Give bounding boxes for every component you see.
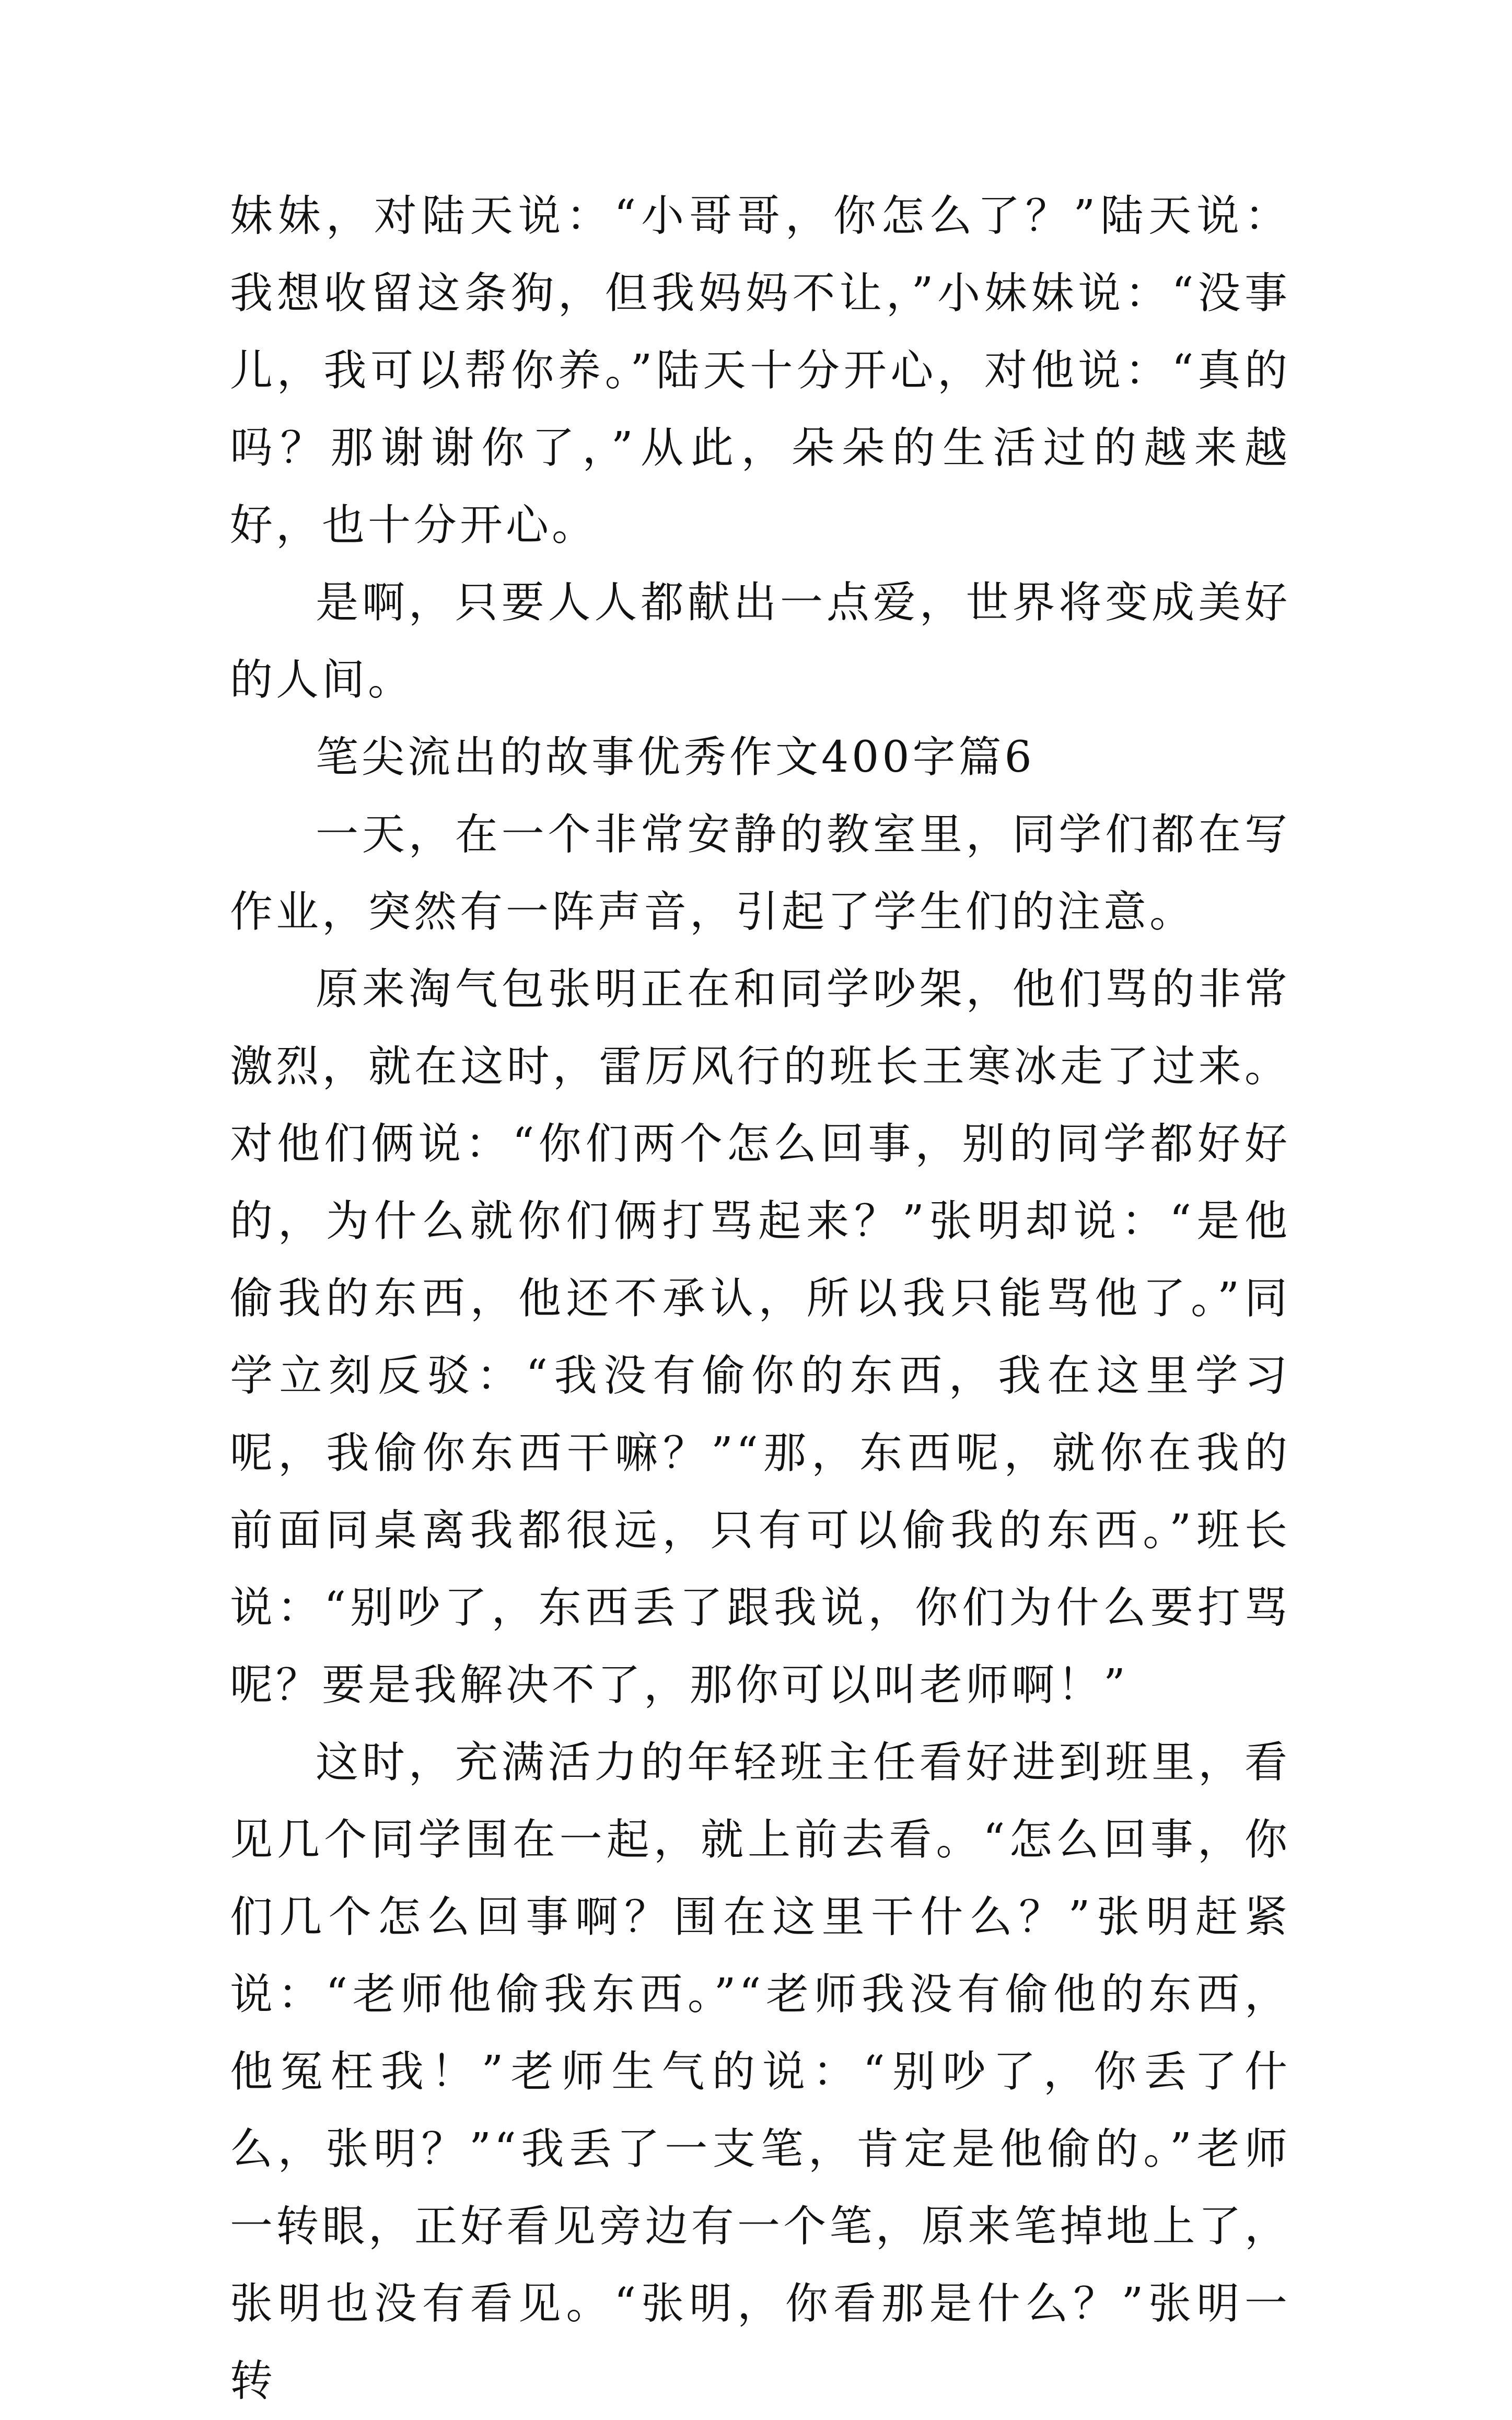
paragraph-quarrel: 原来淘气包张明正在和同学吵架，他们骂的非常激烈，就在这时，雷厉风行的班长王寒冰走了过来。对他们俩说：“你们两个怎么回事，别的同学都好好的，为什么就你们俩打骂起来？”张明却说：“是他偷我的东西，他还不承认，所以我只能骂他了。”同学立刻反驳：“我没有偷你的东西，我在这里学习呢，我偷你东西干嘛？”“那，东西呢，就你在我的前面同桌离我都很远，只有可以偷我的东西。”班长说：“别吵了，东西丢了跟我说，你们为什么要打骂呢？要是我解决不了，那你可以叫老师啊！”: [230, 964, 1290, 1710]
paragraph-teacher: 这时，充满活力的年轻班主任看好进到班里，看见几个同学围在一起，就上前去看。“怎么回事，你们几个怎么回事啊？围在这里干什么？”张明赶紧说：“老师他偷我东西。”“老师我没有偷他的东西，他冤枉我！”老师生气的说：“别吵了，你丢了什么，张明？”“我丢了一支笔，肯定是他偷的。”老师一转眼，正好看见旁边有一个笔，原来笔掉地上了，张明也没有看见。“张明，你看那是什么？”张明一转: [230, 1738, 1290, 2406]
paragraph-opening: 一天，在一个非常安静的教室里，同学们都在写作业，突然有一阵声音，引起了学生们的注意。: [230, 810, 1290, 937]
paragraph-conclusion: 是啊，只要人人都献出一点爱，世界将变成美好的人间。: [230, 578, 1290, 705]
document-body: [230, 178, 1290, 2420]
paragraph-continuation: 妹妹，对陆天说：“小哥哥，你怎么了？”陆天说：我想收留这条狗，但我妈妈不让，”小妹妹说：“没事儿，我可以帮你养。”陆天十分开心，对他说：“真的吗？那谢谢你了，”从此，朵朵的生活过的越来越好，也十分开心。: [230, 191, 1290, 550]
essay-title: 笔尖流出的故事优秀作文400字篇6: [316, 732, 1035, 782]
